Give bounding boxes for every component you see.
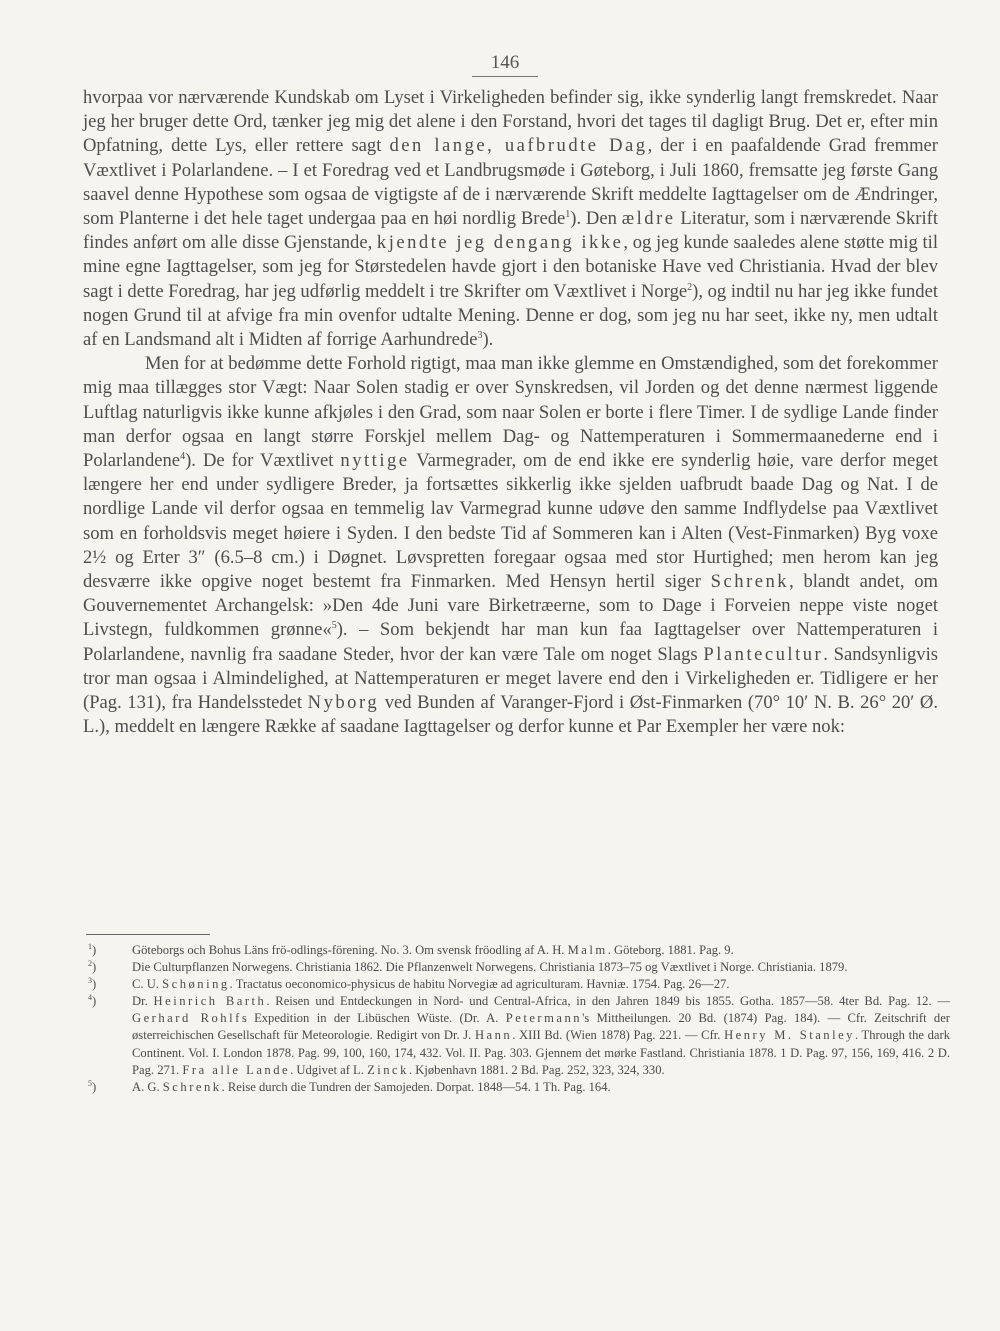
emphasis-text: Heinrich Barth [153, 994, 267, 1009]
footnote-divider [86, 934, 210, 935]
footnote-ref: 4 [180, 450, 186, 462]
footnote [88, 959, 950, 976]
footnote-text: Göteborgs och Bohus Läns frö-odlings-förening. No. 3. Om svensk fröodling af A. H. [132, 943, 568, 957]
footnote-mark: $^3$) [88, 976, 97, 992]
emphasis-text: Schøning [162, 977, 230, 992]
footnote-text: A. G. [132, 1079, 163, 1094]
footnote-ref: 2 [687, 281, 693, 293]
emphasis-text: Malm [567, 943, 608, 957]
footnote-ref: 1 [565, 208, 571, 220]
page-number: 146 [472, 52, 538, 77]
body-text [83, 86, 938, 739]
footnote [88, 993, 950, 1078]
footnotes [88, 942, 950, 1096]
footnote-text: . Göteborg. 1881. Pag. 9. [607, 943, 734, 957]
emphasis-text: Gerhard Rohlf [132, 1011, 242, 1026]
footnote-ref: 5 [331, 620, 337, 632]
footnote-text: . XIII Bd. (Wien 1878) Pag. 221. — Cfr. [512, 1028, 725, 1043]
emphasis-text: Nyborg [307, 692, 380, 714]
footnote-text: Dr. [132, 994, 154, 1009]
footnote-text: . Reisen und Entdeckungen in Nord- und Central-Africa, in den Jahren 1849 bis 1855. Gotha. 1857—58. 4ter Bd. Pag. 12. — [266, 994, 951, 1009]
footnote-mark: $^4$) [88, 993, 97, 1009]
emphasis-text: Schrenk [162, 1079, 222, 1094]
footnote-mark: $^1$) [88, 941, 97, 957]
footnote-mark: $^5$) [88, 1078, 97, 1094]
paragraph-2: Men for at bedømme dette Forhold rigtigt, maa man ikke glemme en Omstændighed, som det forekommer mig maa tillægges stor Vægt: Naar Solen stadig er over Synskredsen, vil Jorden og det denne nærmest liggende Luftlag naturligvis ikke kunne afkjøles i den Grad, som naar Solen er borte i flere Timer. I de sydlige Lande finder man derfor ogsaa en langt større Forskjel mellem Dag- og Nattemperaturen i Sommermaanederne end i Polarlandene$^4$). De for Væxtlivet nyttige Varmegrader, om de end ikke ere synderlig høie, vare derfor meget længere her end under sydligere Breder, ja fortsættes sikkerlig ikke sjelden uafbrudt baade Dag og Nat. I de nordlige Lande vil derfor ogsaa en temmelig lav Varmegrad kunne udøve den samme Indflydelse paa Væxtlivet som en forholdsvis meget høiere i Syden. I den bedste Tid af Sommeren kan i Alten (Vest-Finmarken) Byg voxe 2½ og Erter 3″ (6.5–8 cm.) i Døgnet. Løvspretten foregaar ogsaa med stor Hurtighed; men herom kan jeg desværre ikke opgive noget bestemt fra Finmarken. Med Hensyn hertil siger Schrenk, blandt andet, om Gouvernementet Archangelsk: »Den 4de Juni vare Birketræerne, som to Dage i Forveien neppe viste noget Livstegn, fuldkommen grønne«$^5$). – Som bekjendt har man kun faa Iagttagelser over Nattemperaturen i Polarlandene, navnlig fra saadane Steder, hvor der kan være Tale om noget Slags Plantecultur. Sandsynligvis tror man ogsaa i Almindelighed, at Nattemperaturen er meget lavere end den i Virkeligheden er. Tidligere er her (Pag. 131), fra Handelsstedet Nyborg ved Bunden af Varanger-Fjord i Øst-Finmarken (70° 10′ N. B. 26° 20′ Ø. L.), meddelt en længere Række af saadane Iagttagelser og derfor kunne et Par Exempler her være nok: [83, 353, 939, 738]
emphasis-text: den lange, uafbrudte Dag [389, 135, 648, 157]
footnote-text: s Expedition in der Libüschen Wüste. (Dr. A. [241, 1011, 506, 1026]
footnote-ref: 3 [477, 329, 483, 341]
footnote-mark: $^2$) [88, 958, 97, 975]
footnote-text: Die Culturpflanzen Norwegens. Christiania 1862. Die Pflanzenwelt Norwegens. Christiania 1873–75 og Væxtlivet i Norge. Christiania. 1879. [132, 960, 848, 975]
footnote-text: . Reise durch die Tundren der Samojeden. Dorpat. 1848—54. 1 Th. Pag. 164. [221, 1079, 611, 1094]
footnote-text: 's Mittheilungen. 20 Bd. (1874) Pag. 184). — Cfr. Zeitschrift der østerreichischen Gesellschaft für Meteorologie. Redigirt von Dr. J. [132, 1011, 951, 1043]
emphasis-text: kjendte jeg dengang ikke [376, 232, 624, 254]
footnote-text: C. U. [132, 977, 163, 992]
footnote [88, 1079, 950, 1096]
footnote [88, 942, 950, 959]
emphasis-text: nyttige [340, 450, 410, 472]
paragraph-1: hvorpaa vor nærværende Kundskab om Lyset i Virkeligheden befinder sig, ikke synderlig langt fremskredet. Naar jeg her bruger dette Ord, tænker jeg mig det alene i den Forstand, hvori det tages til dagligt Brug. Det er, efter min Opfatning, dette Lys, eller rettere sagt den lange, uafbrudte Dag, der i en paafaldende Grad fremmer Væxtlivet i Polarlandene. – I et Foredrag ved et Landbrugsmøde i Gøteborg, i Juli 1860, fremsatte jeg første Gang saavel denne Hypothese som ogsaa de vigtigste af de i nærværende Skrift meddelte Iagttagelser om de Ændringer, som Planterne i det hele taget undergaa paa en høi nordlig Brede$^1$). Den ældre Literatur, som i nærværende Skrift findes anført om alle disse Gjenstande, kjendte jeg dengang ikke, og jeg kunde saaledes alene støtte mig til mine egne Iagttagelser, som jeg for Størstedelen havde gjort i den botaniske Have ved Christiania. Hvad der blev sagt i dette Foredrag, har jeg udførlig meddelt i tre Skrifter om Væxtlivet i Norge$^2$), og indtil nu har jeg ikke fundet nogen Grund til at afvige fra min ovenfor udtalte Mening. Denne er dog, som jeg nu har seet, ikke ny, men udtalt af en Landsmand alt i Midten af forrige Aarhundrede$^3$). [83, 87, 938, 351]
emphasis-text: Plantecultur [703, 643, 824, 665]
emphasis-text: Schrenk [710, 571, 790, 593]
footnote-text: . Udgivet af L. [290, 1062, 368, 1077]
emphasis-text: Zinck [367, 1062, 409, 1077]
emphasis-text: Hann [474, 1028, 513, 1043]
footnote-text: . Through the dark Continent. Vol. I. London 1878. Pag. 99, 100, 160, 174, 432. Vol. II. Pag. 303. Gjennem det mørke Fastland. Christiania 1878. 1 D. Pag. 97, 156, 169, 416. 2 D. Pag. 271. [132, 1028, 951, 1077]
footnote [88, 976, 950, 993]
emphasis-text: Petermann [505, 1011, 583, 1026]
emphasis-text: ældre [621, 208, 676, 230]
emphasis-text: Henry M. Stanley [724, 1028, 855, 1043]
footnote-text: . Kjøbenhavn 1881. 2 Bd. Pag. 252, 323, 324, 330. [408, 1062, 665, 1077]
emphasis-text: Fra alle Lande [182, 1062, 291, 1077]
footnote-text: . Tractatus oeconomico-physicus de habitu Norvegiæ ad agriculturam. Havniæ. 1754. Pag. 26—27. [229, 977, 730, 992]
